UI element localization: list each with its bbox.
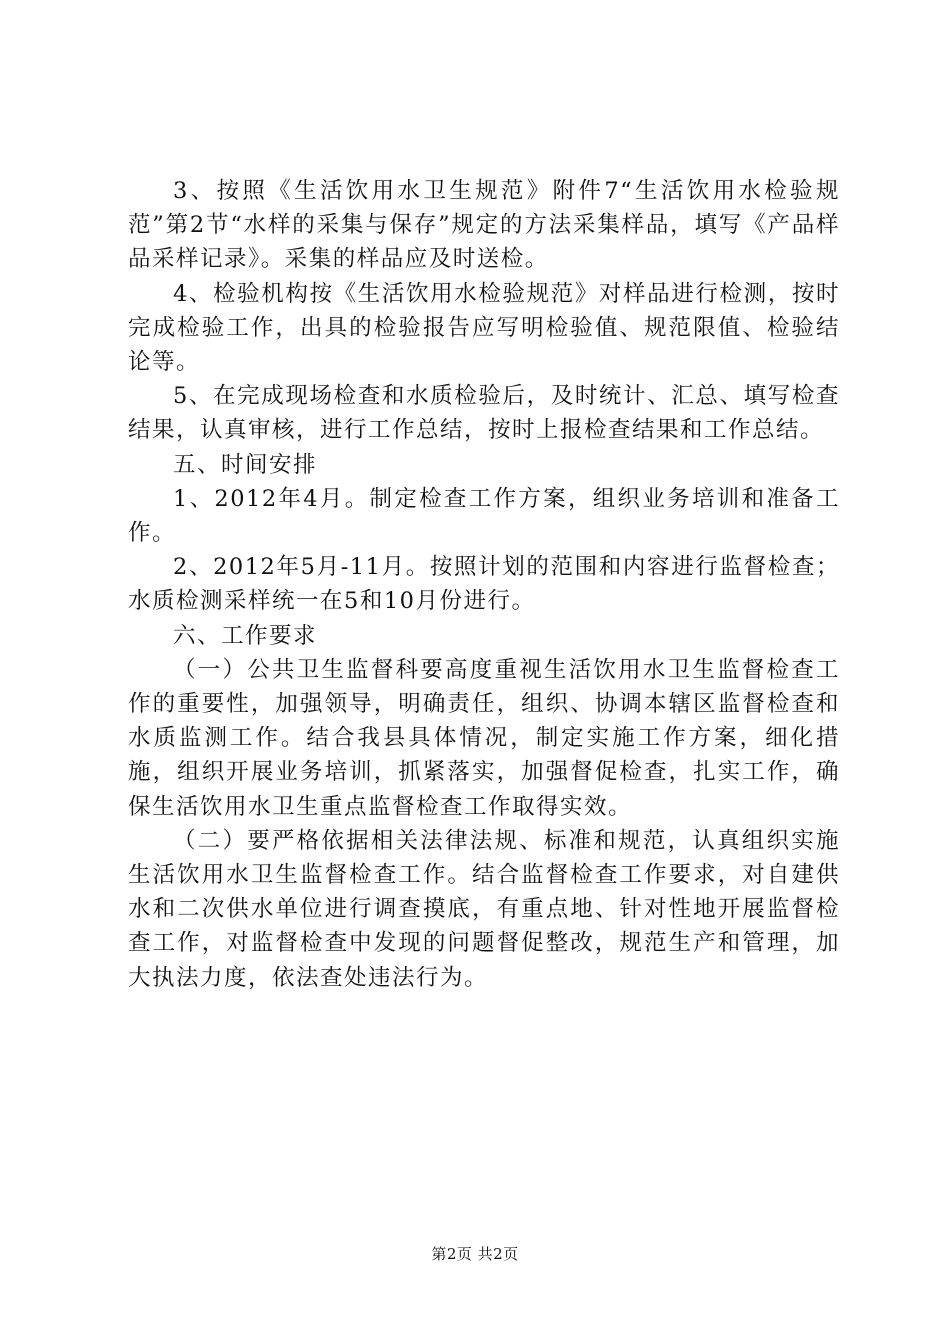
section-heading-requirements: 六、工作要求: [173, 622, 318, 649]
section-heading-schedule: 五、时间安排: [173, 451, 318, 478]
document-body: [128, 174, 840, 995]
paragraph-schedule-april: 1、2012年4月。制定检查工作方案，组织业务培训和准备工作。: [128, 485, 840, 547]
paragraph-schedule-may-nov: 2、2012年5月-11月。按照计划的范围和内容进行监督检查；水质检测采样统一在5和10月份进行。: [128, 554, 841, 615]
paragraph-inspection: 4、检验机构按《生活饮用水检验规范》对样品进行检测，按时完成检验工作，出具的检验报告应写明检验值、规范限值、检验结论等。: [128, 280, 840, 376]
paragraph-requirement-1: （一）公共卫生监督科要高度重视生活饮用水卫生监督检查工作的重要性，加强领导，明确责任，组织、协调本辖区监督检查和水质监测工作。结合我县具体情况，制定实施工作方案，细化措施，组织开展业务培训，抓紧落实，加强督促检查，扎实工作，确保生活饮用水卫生重点监督检查工作取得实效。: [128, 656, 840, 820]
page-footer: 第2页 共2页: [431, 1245, 519, 1263]
paragraph-requirement-2: （二）要严格依据相关法律法规、标准和规范，认真组织实施生活饮用水卫生监督检查工作。结合监督检查工作要求，对自建供水和二次供水单位进行调查摸底，有重点地、针对性地开展监督检查工作，对监督检查中发现的问题督促整改，规范生产和管理，加大执法力度，依法查处违法行为。: [128, 827, 840, 991]
paragraph-summary: 5、在完成现场检查和水质检验后，及时统计、汇总、填写检查结果，认真审核，进行工作总结，按时上报检查结果和工作总结。: [128, 383, 840, 444]
paragraph-sampling: 3、按照《生活饮用水卫生规范》附件7“生活饮用水检验规范”第2节“水样的采集与保存”规定的方法采集样品，填写《产品样品采样记录》。采集的样品应及时送检。: [128, 178, 840, 273]
